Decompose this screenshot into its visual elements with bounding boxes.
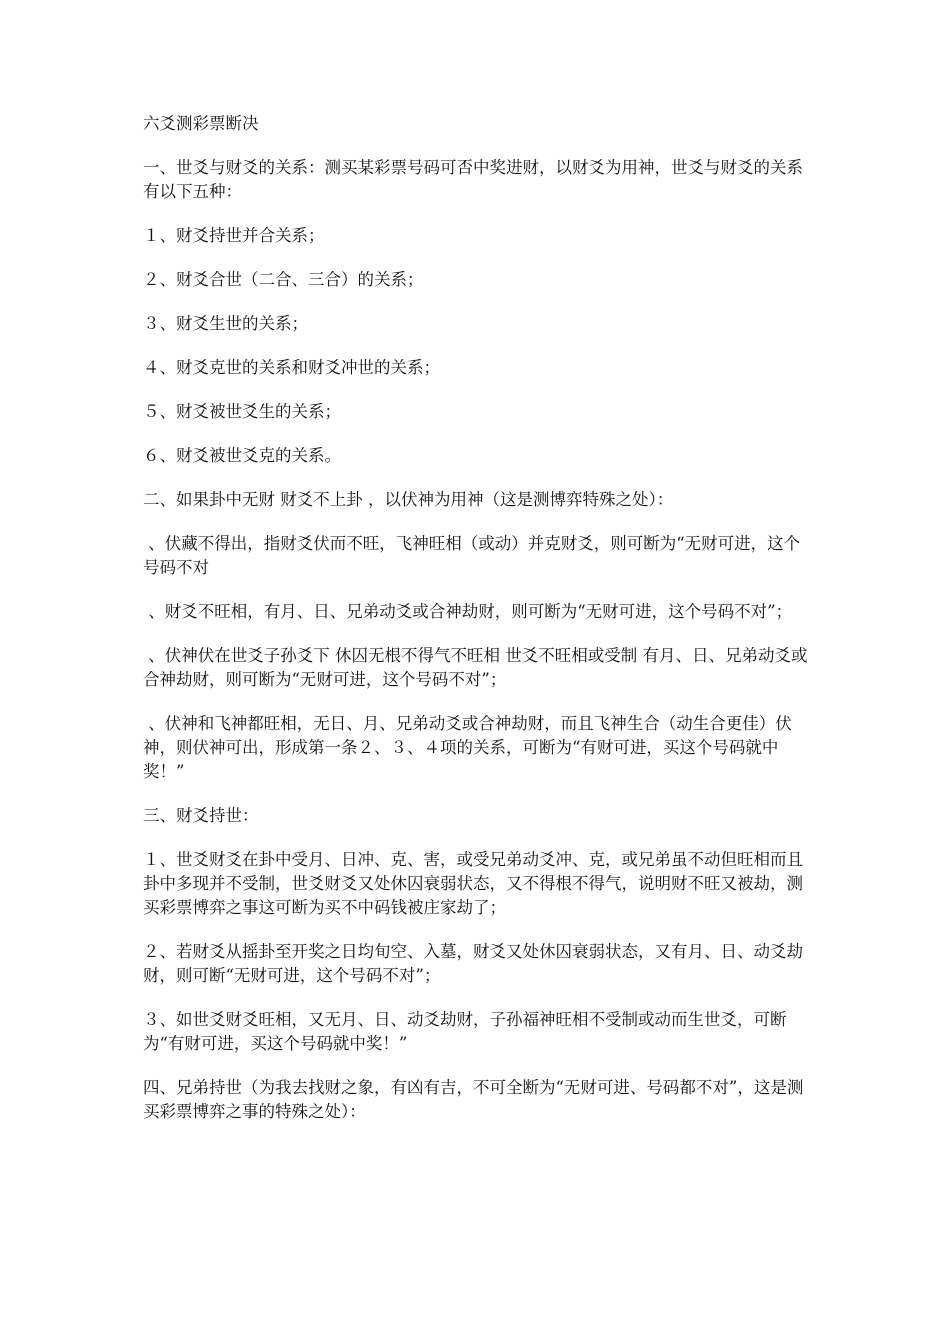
paragraph-section-2: 二、如果卦中无财 财爻不上卦 ，以伏神为用神（这是测博弈特殊之处）： bbox=[143, 490, 674, 509]
list-item: １、财爻持世并合关系； bbox=[143, 226, 325, 245]
paragraph-section-1: 一、世爻与财爻的关系：测买某彩票号码可否中奖进财，以财爻为用神，世爻与财爻的关系有以下五种： bbox=[143, 158, 803, 201]
list-item: 、财爻不旺相，有月、日、兄弟动爻或合神劫财，则可断为“无财可进，这个号码不对”； bbox=[143, 602, 793, 621]
list-item: 、伏藏不得出，指财爻伏而不旺，飞神旺相（或动）并克财爻，则可断为“无财可进，这个号码不对 bbox=[143, 534, 801, 577]
list-item: ４、财爻克世的关系和财爻冲世的关系； bbox=[143, 358, 440, 377]
list-item: 、伏神和飞神都旺相，无日、月、兄弟动爻或合神劫财，而且飞神生合（动生合更佳）伏神，则伏神可出，形成第一条２、３、４项的关系，可断为“有财可进，买这个号码就中奖！” bbox=[143, 714, 792, 781]
list-item: ２、财爻合世（二合、三合）的关系； bbox=[143, 270, 424, 289]
list-item: ３、财爻生世的关系； bbox=[143, 314, 308, 333]
document-page bbox=[143, 112, 815, 1144]
list-item: ５、财爻被世爻生的关系； bbox=[143, 402, 341, 421]
list-item: ２、若财爻从摇卦至开奖之日均旬空、入墓，财爻又处休囚衰弱状态，又有月、日、动爻劫财，则可断“无财可进，这个号码不对”； bbox=[143, 942, 803, 985]
list-item: １、世爻财爻在卦中受月、日冲、克、害，或受兄弟动爻冲、克，或兄弟虽不动但旺相而且卦中多现并不受制，世爻财爻又处休囚衰弱状态，又不得根不得气，说明财不旺又被劫，测买彩票博弈之事这可断为买不中码钱被庄家劫了； bbox=[143, 850, 803, 917]
paragraph-section-3: 三、财爻持世： bbox=[143, 806, 259, 825]
list-item: 、伏神伏在世爻子孙爻下 休囚无根不得气不旺相 世爻不旺相或受制 有月、日、兄弟动爻或合神劫财，则可断为“无财可进，这个号码不对”； bbox=[143, 646, 808, 689]
list-item: ３、如世爻财爻旺相，又无月、日、动爻劫财，子孙福神旺相不受制或动而生世爻，可断为“有财可进，买这个号码就中奖！” bbox=[143, 1010, 787, 1053]
paragraph-section-4: 四、兄弟持世（为我去找财之象，有凶有吉，不可全断为“无财可进、号码都不对”，这是测买彩票博弈之事的特殊之处）： bbox=[143, 1078, 804, 1121]
document-title: 六爻测彩票断决 bbox=[143, 114, 259, 133]
list-item: ６、财爻被世爻克的关系。 bbox=[143, 446, 341, 465]
